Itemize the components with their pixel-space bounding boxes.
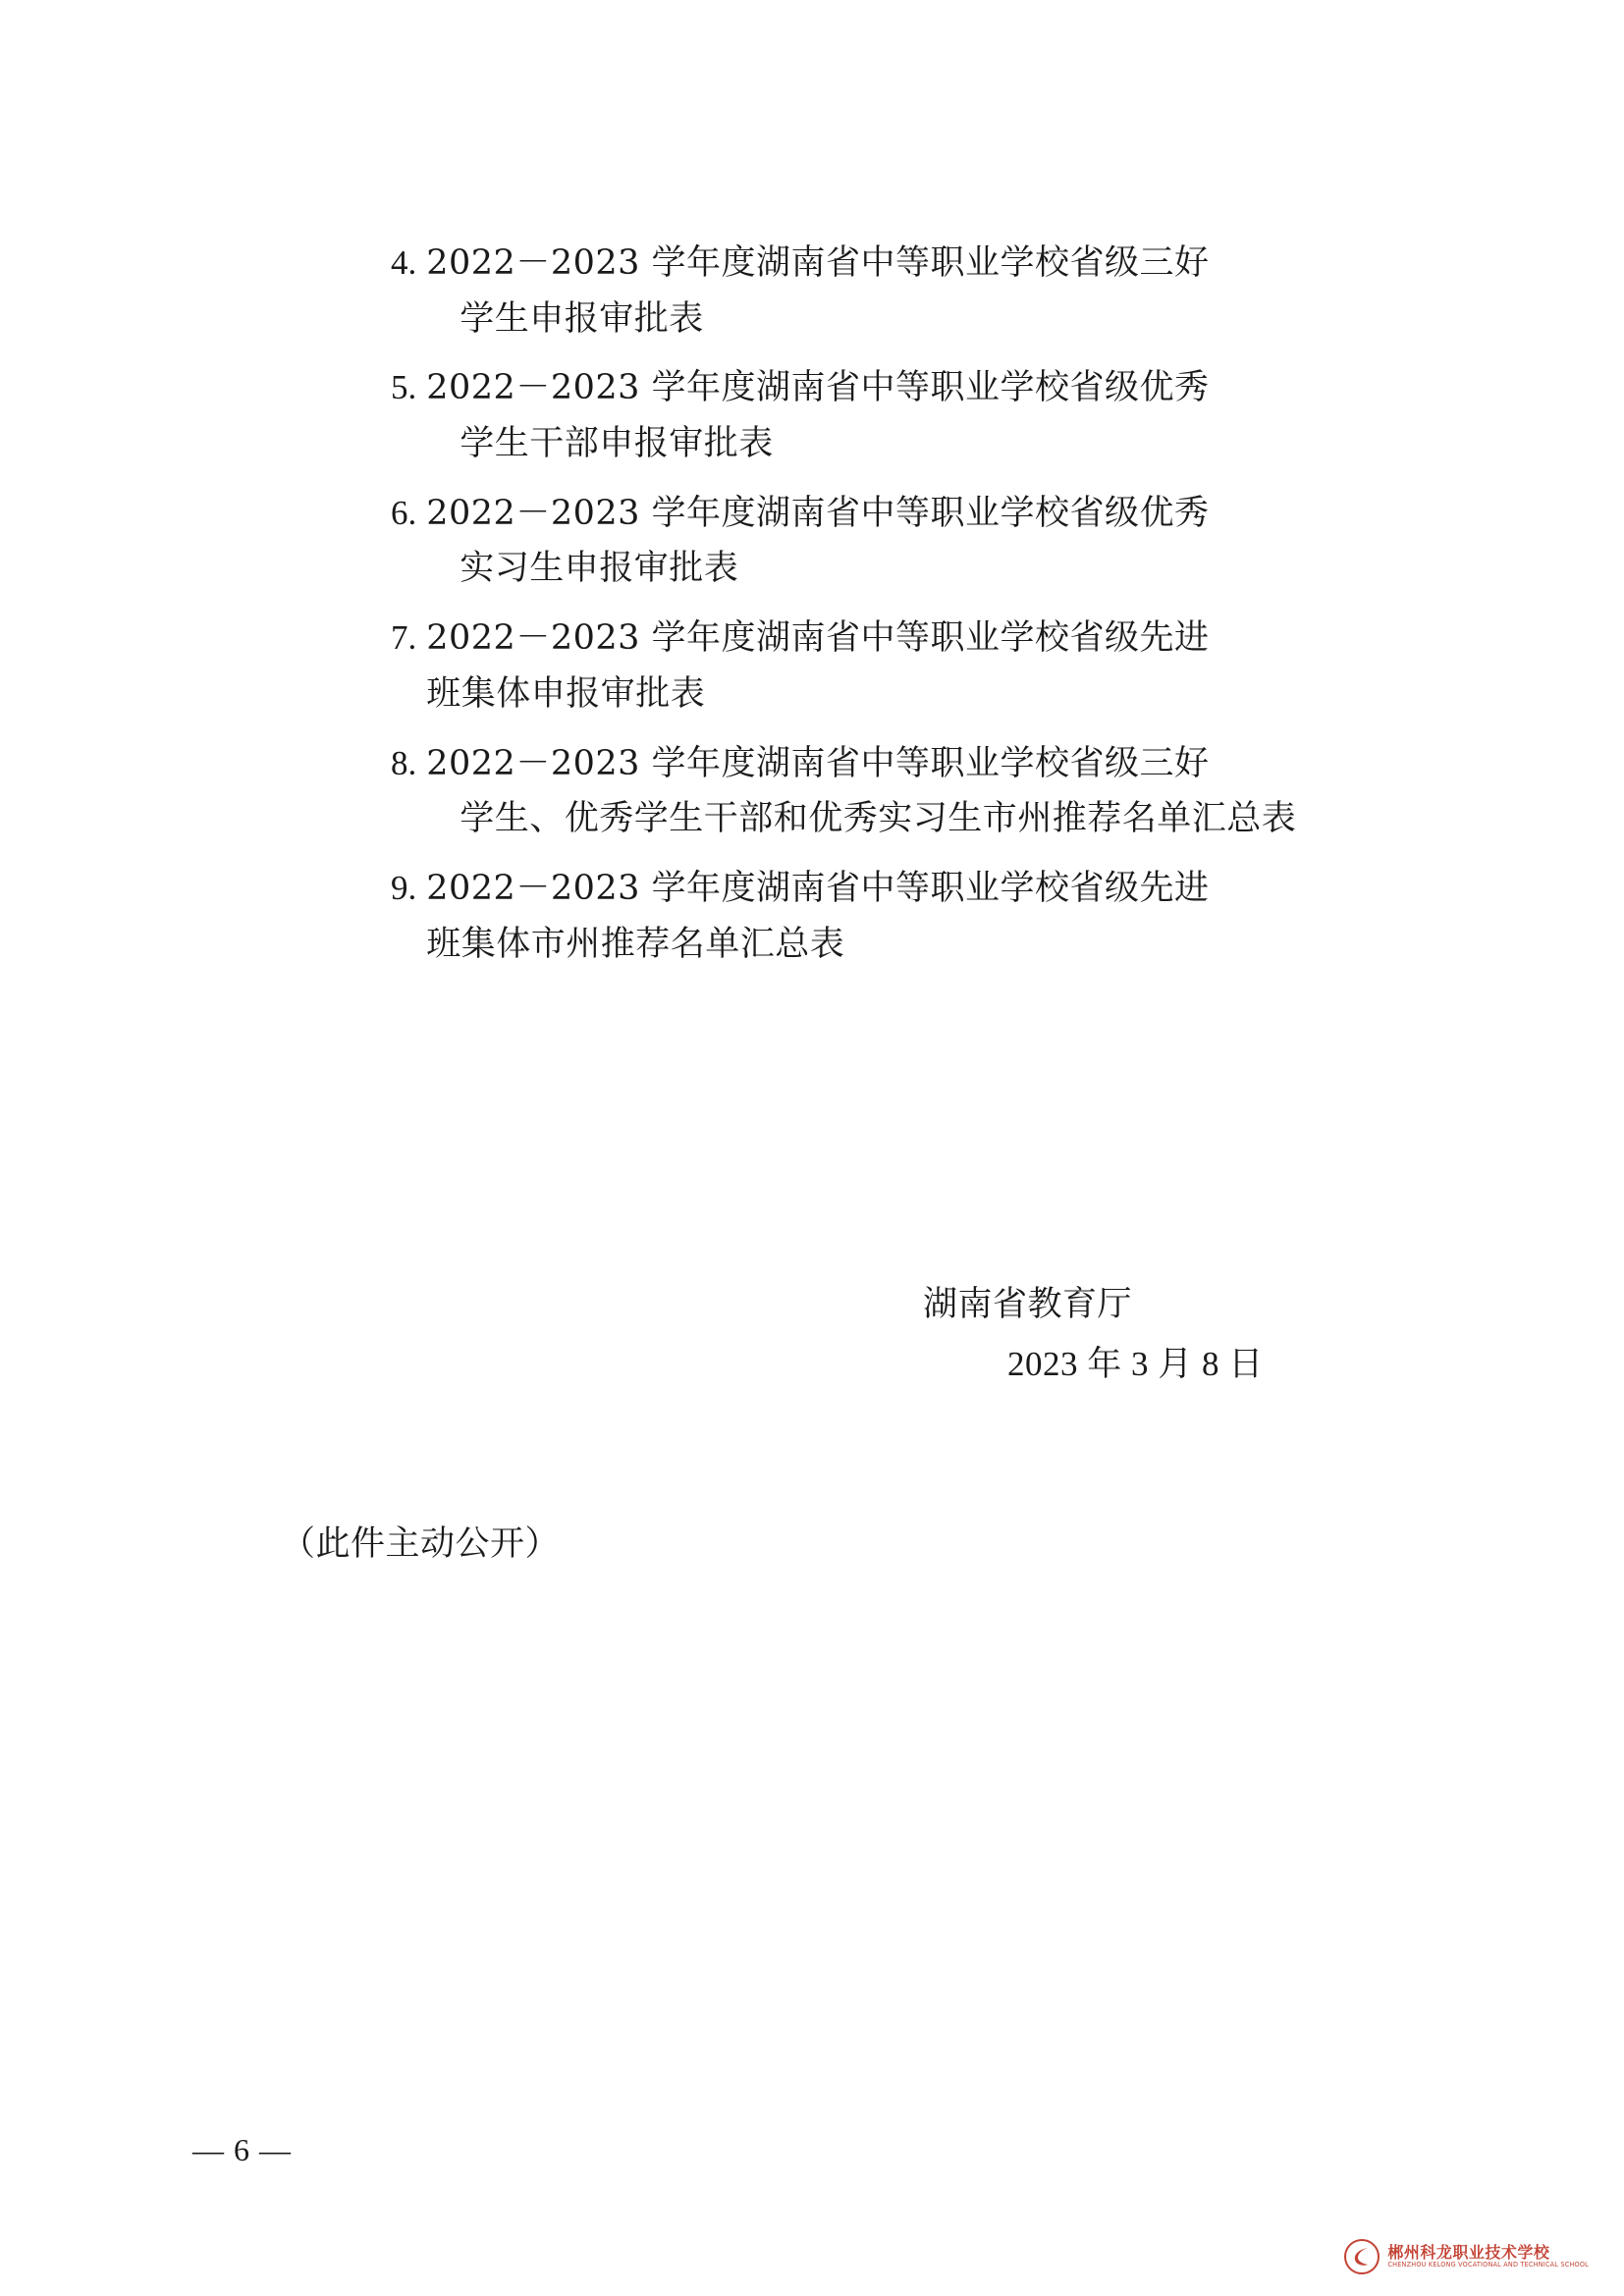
school-logo-icon xyxy=(1344,2239,1380,2274)
list-item-line2: 学生、优秀学生干部和优秀实习生市州推荐名单汇总表 xyxy=(460,799,1297,839)
list-item-line1: 2022－2023 学年度湖南省中等职业学校省级先进 xyxy=(426,618,1210,659)
list-item-line2: 学生干部申报审批表 xyxy=(460,424,774,464)
page-number: — 6 — xyxy=(192,2132,292,2167)
list-item-line1: 2022－2023 学年度湖南省中等职业学校省级优秀 xyxy=(426,368,1210,408)
list-item-text xyxy=(426,611,1441,721)
issue-date: 2023 年 3 月 8 日 xyxy=(1007,1344,1264,1383)
list-item-line1: 2022－2023 学年度湖南省中等职业学校省级先进 xyxy=(426,868,1210,908)
list-item xyxy=(391,736,1441,847)
list-item-number: 9. xyxy=(391,868,417,907)
list-item-number: 7. xyxy=(391,618,417,658)
list-item xyxy=(391,236,1441,347)
school-name-en: CHENZHOU KELONG VOCATIONAL AND TECHNICAL SCHOOL xyxy=(1387,2260,1589,2269)
list-item-line2: 实习生申报审批表 xyxy=(460,549,739,589)
list-item xyxy=(391,611,1441,721)
signature-block xyxy=(923,1276,1434,1393)
school-watermark-text xyxy=(1387,2245,1589,2269)
list-item-line1: 2022－2023 学年度湖南省中等职业学校省级三好 xyxy=(426,243,1210,283)
list-item-line2: 学生申报审批表 xyxy=(460,298,704,339)
list-item-line1: 2022－2023 学年度湖南省中等职业学校省级优秀 xyxy=(426,493,1210,533)
list-item-line2: 班集体申报审批表 xyxy=(426,673,706,714)
list-item-text xyxy=(426,486,1441,597)
list-item-text xyxy=(426,360,1441,471)
list-item-line2: 班集体市州推荐名单汇总表 xyxy=(426,924,845,964)
list-item-number: 4. xyxy=(391,243,417,282)
list-item-line1: 2022－2023 学年度湖南省中等职业学校省级三好 xyxy=(426,743,1210,783)
school-watermark xyxy=(1344,2239,1589,2274)
list-item xyxy=(391,861,1441,972)
list-item-number: 5. xyxy=(391,368,417,407)
public-disclosure-note: （此件主动公开） xyxy=(281,1524,561,1564)
list-item-number: 6. xyxy=(391,493,417,532)
list-item-text xyxy=(426,736,1441,847)
list-item xyxy=(391,360,1441,471)
list-item-text xyxy=(426,861,1441,972)
list-item xyxy=(391,486,1441,597)
issuing-authority: 湖南省教育厅 xyxy=(923,1285,1133,1324)
school-name-cn: 郴州科龙职业技术学校 xyxy=(1387,2243,1550,2263)
list-item-number: 8. xyxy=(391,743,417,782)
list-item-text xyxy=(426,236,1441,347)
attachment-list xyxy=(391,236,1441,986)
